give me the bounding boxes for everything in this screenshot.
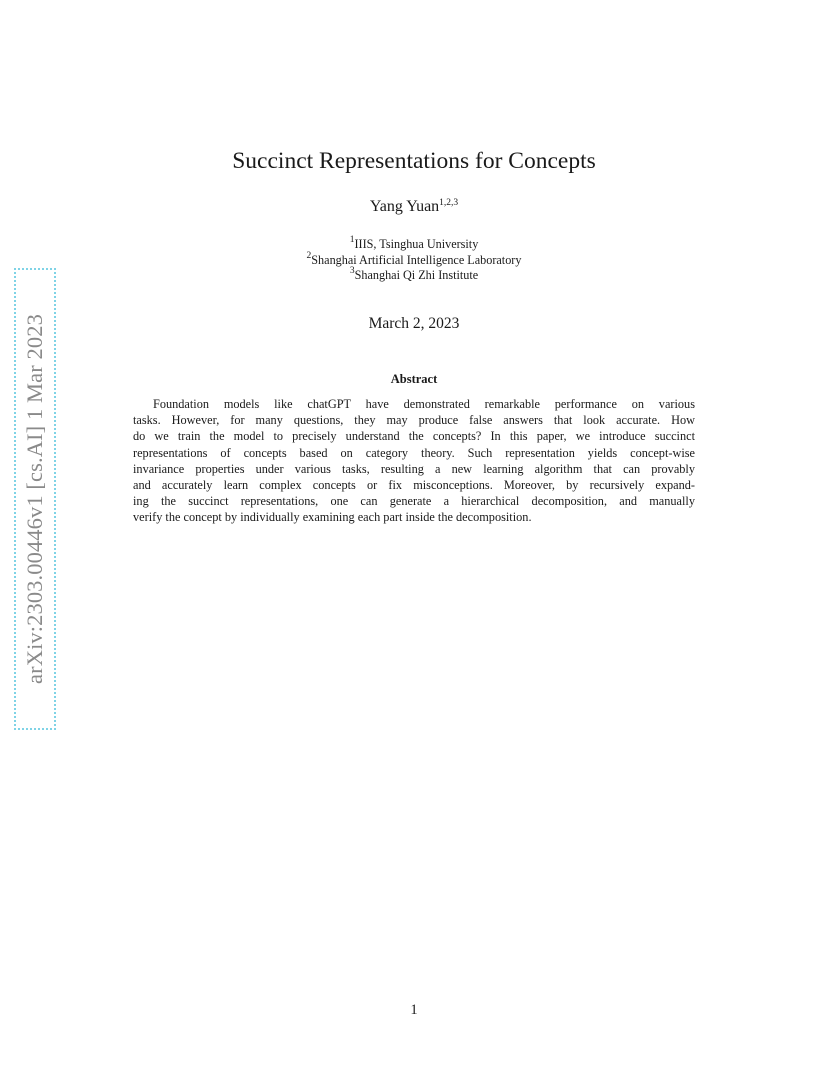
abstract-line: representations of concepts based on category theory. Such representation yields concept-wise [133,445,695,460]
affiliation-1 [0,237,828,253]
abstract-line: ing the succinct representations, one can generate a hierarchical decomposition, and manually [133,494,695,509]
affiliation-mark: 2 [306,250,312,261]
author-line [0,198,828,216]
paper-title: Succinct Representations for Concepts [232,148,596,174]
abstract-line: do we train the model to precisely understand the concepts? In this paper, we introduce succinct [133,429,695,444]
affiliations [0,237,828,284]
abstract-body [133,396,695,526]
abstract-line: and accurately learn complex concepts or fix misconceptions. Moreover, by recursively expand- [133,478,695,493]
affiliation-mark: 1 [349,235,355,245]
abstract-line: tasks. However, for many questions, they may produce false answers that look accurate. How [133,413,695,428]
affiliation-3 [0,268,828,284]
affiliation-name: Shanghai Qi Zhi Institute [354,268,479,283]
abstract-line: verify the concept by individually examining each part inside the decomposition. [133,510,532,525]
affiliation-name: IIIS, Tsinghua University [354,237,479,251]
affiliation-2 [0,250,828,269]
page-number: 1 [410,1002,418,1018]
abstract-heading: Abstract [390,372,438,386]
abstract-line: Foundation models like chatGPT have demonstrated remarkable performance on various [153,397,695,411]
author-name: Yang Yuan [369,198,440,215]
arxiv-stamp [14,268,56,730]
abstract-line: invariance properties under various tasks, resulting a new learning algorithm that can provably [133,461,695,476]
publication-date: March 2, 2023 [368,315,460,332]
affiliation-mark: 3 [349,266,355,277]
author-affiliation-marks: 1,2,3 [439,198,459,208]
arxiv-identifier: arXiv:2303.00446v1 [cs.AI] 1 Mar 2023 [22,314,47,684]
affiliation-name: Shanghai Artificial Intelligence Laboratory [311,252,522,267]
